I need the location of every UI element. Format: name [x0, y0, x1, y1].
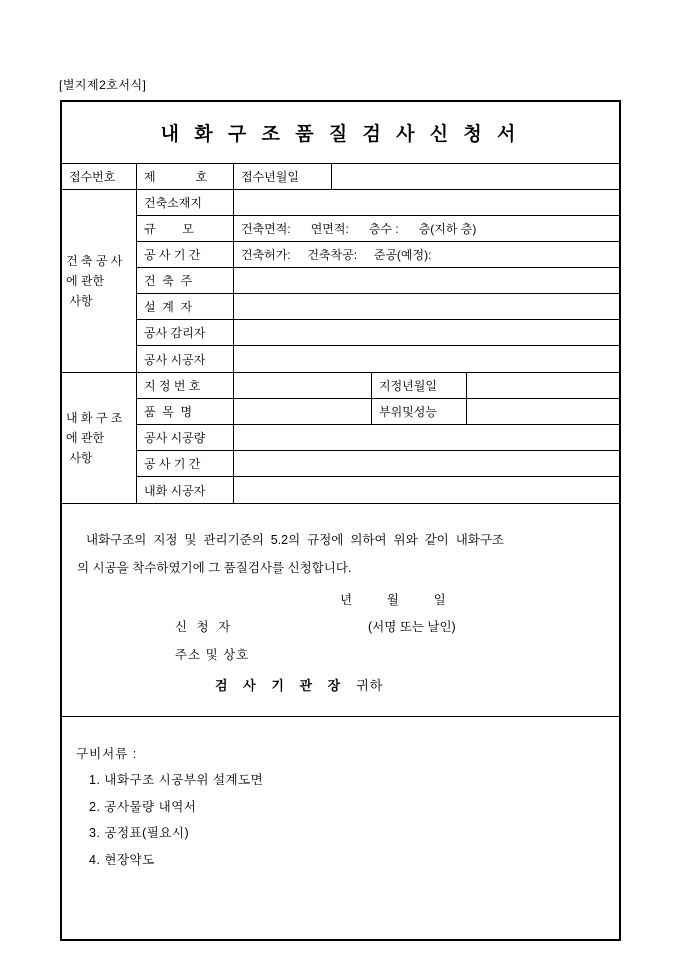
item-name-label: 품 목 명 — [137, 399, 234, 424]
attachment-item: 1. 내화구조 시공부위 설계도면 — [89, 773, 264, 787]
designer-value — [234, 294, 619, 319]
doc-no-label: 제 호 — [137, 164, 234, 189]
fireproof-section-rows — [137, 373, 619, 503]
construction-period-label: 공 사 기 간 — [137, 242, 234, 267]
attachment-item: 4. 현장약도 — [89, 853, 155, 867]
item-name-value — [234, 399, 372, 424]
attachment-item: 2. 공사물량 내역서 — [89, 800, 197, 814]
table-row — [137, 320, 619, 346]
applicant-label: 신 청 자 — [175, 620, 234, 634]
declaration-section — [62, 504, 619, 717]
building-section — [62, 190, 619, 373]
table-row — [137, 242, 619, 268]
part-performance-value — [467, 399, 619, 424]
table-row — [137, 451, 619, 477]
fireproof-contractor-value — [234, 477, 619, 503]
attachments-section — [62, 717, 619, 939]
table-row — [137, 216, 619, 242]
receipt-date-value — [332, 164, 619, 189]
form-note: [별지제2호서식] — [59, 78, 147, 92]
designer-label: 설 계 자 — [137, 294, 234, 319]
receipt-row — [62, 164, 619, 190]
fireproof-contractor-label: 내화 시공자 — [137, 477, 234, 503]
application-form — [60, 100, 621, 941]
building-section-rows — [137, 190, 619, 372]
receipt-date-label: 접수년월일 — [234, 164, 332, 189]
table-row — [137, 477, 619, 503]
building-header-line1: 건 축 공 사 — [66, 254, 123, 268]
fireproof-period-value — [234, 451, 619, 476]
work-quantity-value — [234, 425, 619, 450]
supervisor-label: 공사 감리자 — [137, 320, 234, 345]
table-row — [137, 294, 619, 320]
designation-date-label: 지정년월일 — [372, 373, 467, 398]
building-header-line2: 에 관한 — [66, 274, 105, 288]
contractor-value — [234, 346, 619, 372]
fireproof-section — [62, 373, 619, 504]
fireproof-section-header — [62, 373, 137, 503]
owner-value — [234, 268, 619, 293]
agency-label: 검 사 기 관 장 — [215, 678, 347, 693]
contractor-label: 공사 시공자 — [137, 346, 234, 372]
building-section-header — [62, 190, 137, 372]
receipt-no-label: 접수번호 — [62, 164, 137, 189]
agency-suffix: 귀하 — [356, 678, 384, 693]
signature-note: (서명 또는 날인) — [368, 620, 456, 634]
fireproof-header-line2: 에 관한 — [66, 431, 105, 445]
work-quantity-label: 공사 시공량 — [137, 425, 234, 450]
table-row — [137, 190, 619, 216]
designation-date-value — [467, 373, 619, 398]
attachment-item: 3. 공정표(필요시) — [89, 826, 190, 840]
construction-period-value: 건축허가: 건축착공: 준공(예정): — [241, 248, 432, 262]
fireproof-period-label: 공 사 기 간 — [137, 451, 234, 476]
supervisor-value — [234, 320, 619, 345]
agency-line — [215, 675, 383, 694]
table-row — [137, 399, 619, 425]
table-row — [137, 268, 619, 294]
table-row — [137, 425, 619, 451]
table-row — [137, 373, 619, 399]
fireproof-header-line3: 사항 — [66, 451, 93, 465]
address-label: 주소 및 상호 — [175, 648, 250, 662]
building-address-value — [234, 190, 619, 215]
fireproof-header-line1: 내 화 구 조 — [66, 411, 123, 425]
table-row — [137, 346, 619, 372]
form-title: 내 화 구 조 품 질 검 사 신 청 서 — [62, 102, 619, 164]
date-line: 년 월 일 — [340, 593, 446, 607]
scale-label: 규 모 — [137, 216, 234, 241]
attachments-heading: 구비서류 : — [76, 747, 138, 761]
declaration-line2: 의 시공을 착수하였기에 그 품질검사를 신청합니다. — [77, 561, 352, 575]
building-address-label: 건축소재지 — [137, 190, 234, 215]
owner-label: 건 축 주 — [137, 268, 234, 293]
scale-value: 건축면적: 연면적: 층수 : 층(지하 층) — [241, 222, 477, 236]
part-performance-label: 부위및성능 — [372, 399, 467, 424]
building-header-line3: 사항 — [66, 294, 93, 308]
declaration-line1: 내화구조의 지정 및 관리기준의 5.2의 규정에 의하여 위와 같이 내화구조 — [86, 533, 504, 547]
designation-no-value — [234, 373, 372, 398]
designation-no-label: 지 정 번 호 — [137, 373, 234, 398]
